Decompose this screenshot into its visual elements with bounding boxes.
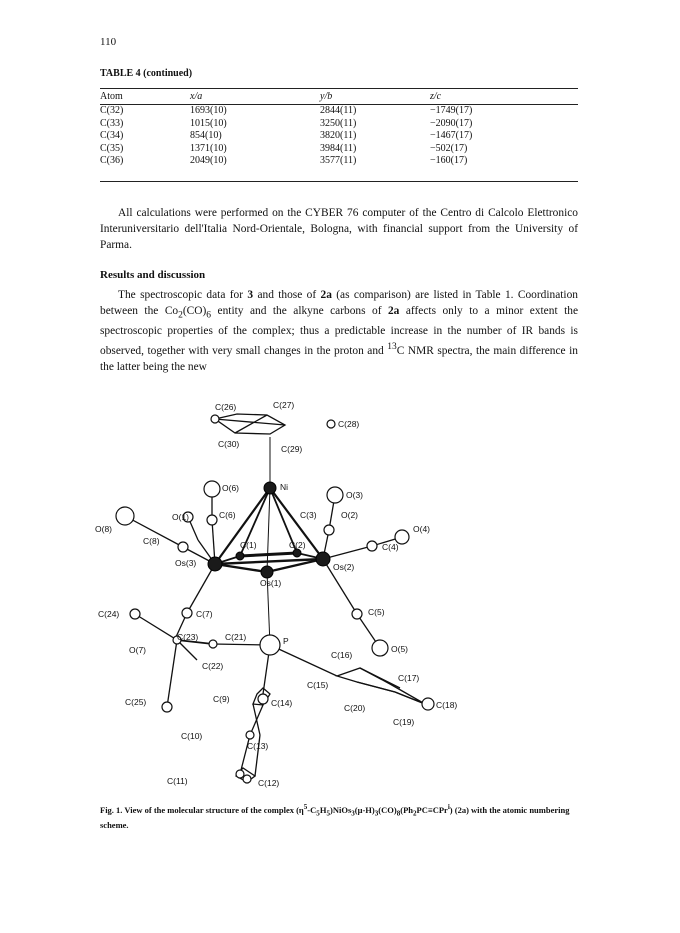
caption-run: H xyxy=(319,804,327,815)
label-o5: O(5) xyxy=(391,644,408,654)
coordinates-table xyxy=(100,90,578,168)
cell-z: −2090(17) xyxy=(430,117,473,129)
text-run: The spectroscopic data for xyxy=(118,289,248,301)
table-header-row xyxy=(100,90,578,105)
label-os2: Os(2) xyxy=(333,562,355,572)
os1-atom xyxy=(261,566,273,578)
subscript: 2 xyxy=(412,809,417,818)
label-c10: C(10) xyxy=(181,731,203,741)
cell-z: −502(17) xyxy=(430,142,468,154)
table-row xyxy=(100,118,578,131)
label-o6: O(6) xyxy=(222,483,239,493)
cell-atom: C(35) xyxy=(100,142,124,154)
label-c28: C(28) xyxy=(338,419,360,429)
label-c27: C(27) xyxy=(273,400,295,410)
caption-run: (μ-H) xyxy=(354,804,375,815)
os2-atom xyxy=(316,552,330,566)
label-os3: Os(3) xyxy=(175,558,197,568)
subscript: 3 xyxy=(351,809,355,818)
label-c5: C(5) xyxy=(368,607,385,617)
caption-run: (Ph xyxy=(400,804,413,815)
header-x: x/a xyxy=(190,91,203,103)
label-o8: O(8) xyxy=(95,524,112,534)
table-top-rule xyxy=(100,88,578,89)
label-c12: C(12) xyxy=(258,778,280,788)
label-c1: C(1) xyxy=(240,540,257,550)
caption-run: PC≡CPr xyxy=(416,804,448,815)
label-c16: C(16) xyxy=(331,650,353,660)
subscript: 8 xyxy=(396,809,401,818)
header-y: y/b xyxy=(320,91,333,103)
label-o4: O(4) xyxy=(413,524,430,534)
label-c18: C(18) xyxy=(436,700,458,710)
label-o3: O(3) xyxy=(346,490,363,500)
cell-x: 2049(10) xyxy=(190,155,227,166)
header-atom: Atom xyxy=(100,91,123,103)
cell-z: −1749(17) xyxy=(430,105,473,116)
cell-x: 854(10) xyxy=(190,130,222,141)
compound-ref: 3 xyxy=(247,289,254,301)
bonds xyxy=(125,414,425,782)
text-run: (CO) xyxy=(182,305,207,317)
subscript: 2 xyxy=(178,310,183,321)
text-run: entity and the alkyne carbons of xyxy=(211,305,388,317)
label-c7: C(7) xyxy=(196,609,213,619)
label-c4: C(4) xyxy=(382,542,399,552)
compound-ref: 2a xyxy=(387,305,400,317)
superscript: 5 xyxy=(303,803,308,811)
cell-x: 1015(10) xyxy=(190,117,227,129)
label-ni: Ni xyxy=(280,482,289,492)
section-heading: Results and discussion xyxy=(100,269,206,281)
paragraph-results xyxy=(100,287,578,375)
c2-atom xyxy=(293,549,301,557)
text-run: (as comparison) are listed in Table 1. Coordination between the Co xyxy=(100,289,578,317)
cell-y: 3250(11) xyxy=(320,117,357,129)
atom-labels xyxy=(95,400,457,788)
text-run: C NMR spectra, the main difference in the latter being the new xyxy=(100,345,578,374)
c1-atom xyxy=(236,552,244,560)
cell-y: 3984(11) xyxy=(320,142,357,154)
superscript: i xyxy=(447,803,450,811)
atoms-open xyxy=(116,415,434,783)
label-c11: C(11) xyxy=(167,776,188,786)
page-number: 110 xyxy=(100,36,117,48)
label-o2: O(2) xyxy=(341,510,358,520)
label-o7: O(7) xyxy=(129,645,146,655)
label-c25: C(25) xyxy=(125,697,147,707)
label-o1: O(1) xyxy=(172,512,189,522)
label-c17: C(17) xyxy=(398,673,420,683)
cell-y: 2844(11) xyxy=(320,105,357,116)
caption-run: (CO) xyxy=(378,804,397,815)
text-run: affects only to a minor extent the spectroscopic properties of the complex; thus a predictable increase in the number of IR bands is observed, together with very small changes in the proton and xyxy=(100,305,578,358)
molecular-structure-figure xyxy=(95,392,585,792)
cell-atom: C(32) xyxy=(100,105,124,116)
label-c20: C(20) xyxy=(344,703,366,713)
label-c3: C(3) xyxy=(300,510,317,520)
label-c26: C(26) xyxy=(215,402,237,412)
table-bottom-rule xyxy=(100,181,578,182)
label-c15: C(15) xyxy=(307,680,329,690)
figure-caption xyxy=(100,802,578,831)
paragraph-text xyxy=(100,287,578,375)
subscript: 6 xyxy=(206,310,212,321)
label-c30: C(30) xyxy=(218,439,240,449)
cell-x: 1371(10) xyxy=(190,142,227,154)
superscript: 13 xyxy=(387,342,397,353)
table-row xyxy=(100,130,578,143)
caption-run: )NiOs xyxy=(330,804,352,815)
cell-atom: C(33) xyxy=(100,117,124,129)
cell-y: 3820(11) xyxy=(320,130,357,141)
label-p: P xyxy=(283,636,289,646)
text-run: and those of xyxy=(253,289,321,301)
label-c14: C(14) xyxy=(271,698,293,708)
label-c8: C(8) xyxy=(143,536,160,546)
table-row xyxy=(100,155,578,168)
caption-run: Fig. 1. View of the molecular structure of the complex (η xyxy=(100,804,304,815)
label-c13: C(13) xyxy=(247,741,269,751)
label-c22: C(22) xyxy=(202,661,224,671)
table-row xyxy=(100,105,578,118)
caption-run: ) (2a) with the atomic numbering scheme. xyxy=(100,804,570,830)
subscript: 3 xyxy=(374,809,379,818)
caption-run: -C xyxy=(307,804,317,815)
cell-x: 1693(10) xyxy=(190,105,227,116)
table-caption: TABLE 4 (continued) xyxy=(100,68,193,79)
cell-y: 3577(11) xyxy=(320,155,357,166)
label-c24: C(24) xyxy=(98,609,120,619)
paragraph-calculations xyxy=(100,205,578,253)
subscript: 5 xyxy=(326,809,330,818)
label-c6: C(6) xyxy=(219,510,236,520)
ni-atom xyxy=(264,482,276,494)
label-c23: C(23) xyxy=(177,632,199,642)
label-c2: C(2) xyxy=(289,540,306,550)
table-row xyxy=(100,143,578,156)
label-os1: Os(1) xyxy=(260,578,282,588)
cell-z: −160(17) xyxy=(430,155,468,166)
compound-ref: 2a xyxy=(320,289,332,301)
cell-atom: C(34) xyxy=(100,130,124,141)
subscript: 5 xyxy=(316,809,320,818)
cell-z: −1467(17) xyxy=(430,130,473,141)
label-c9: C(9) xyxy=(213,694,230,704)
os3-atom xyxy=(208,557,222,571)
label-c29: C(29) xyxy=(281,444,303,454)
cell-atom: C(36) xyxy=(100,155,124,166)
label-c19: C(19) xyxy=(393,717,415,727)
paragraph-text: All calculations were performed on the CYBER 76 computer of the Centro di Calcolo Elettronico Interuniversitario dell'Italia Nord-Orientale, Bologna, with financial support from the University of Parma. xyxy=(100,207,578,251)
header-z: z/c xyxy=(430,91,442,103)
label-c21: C(21) xyxy=(225,632,247,642)
